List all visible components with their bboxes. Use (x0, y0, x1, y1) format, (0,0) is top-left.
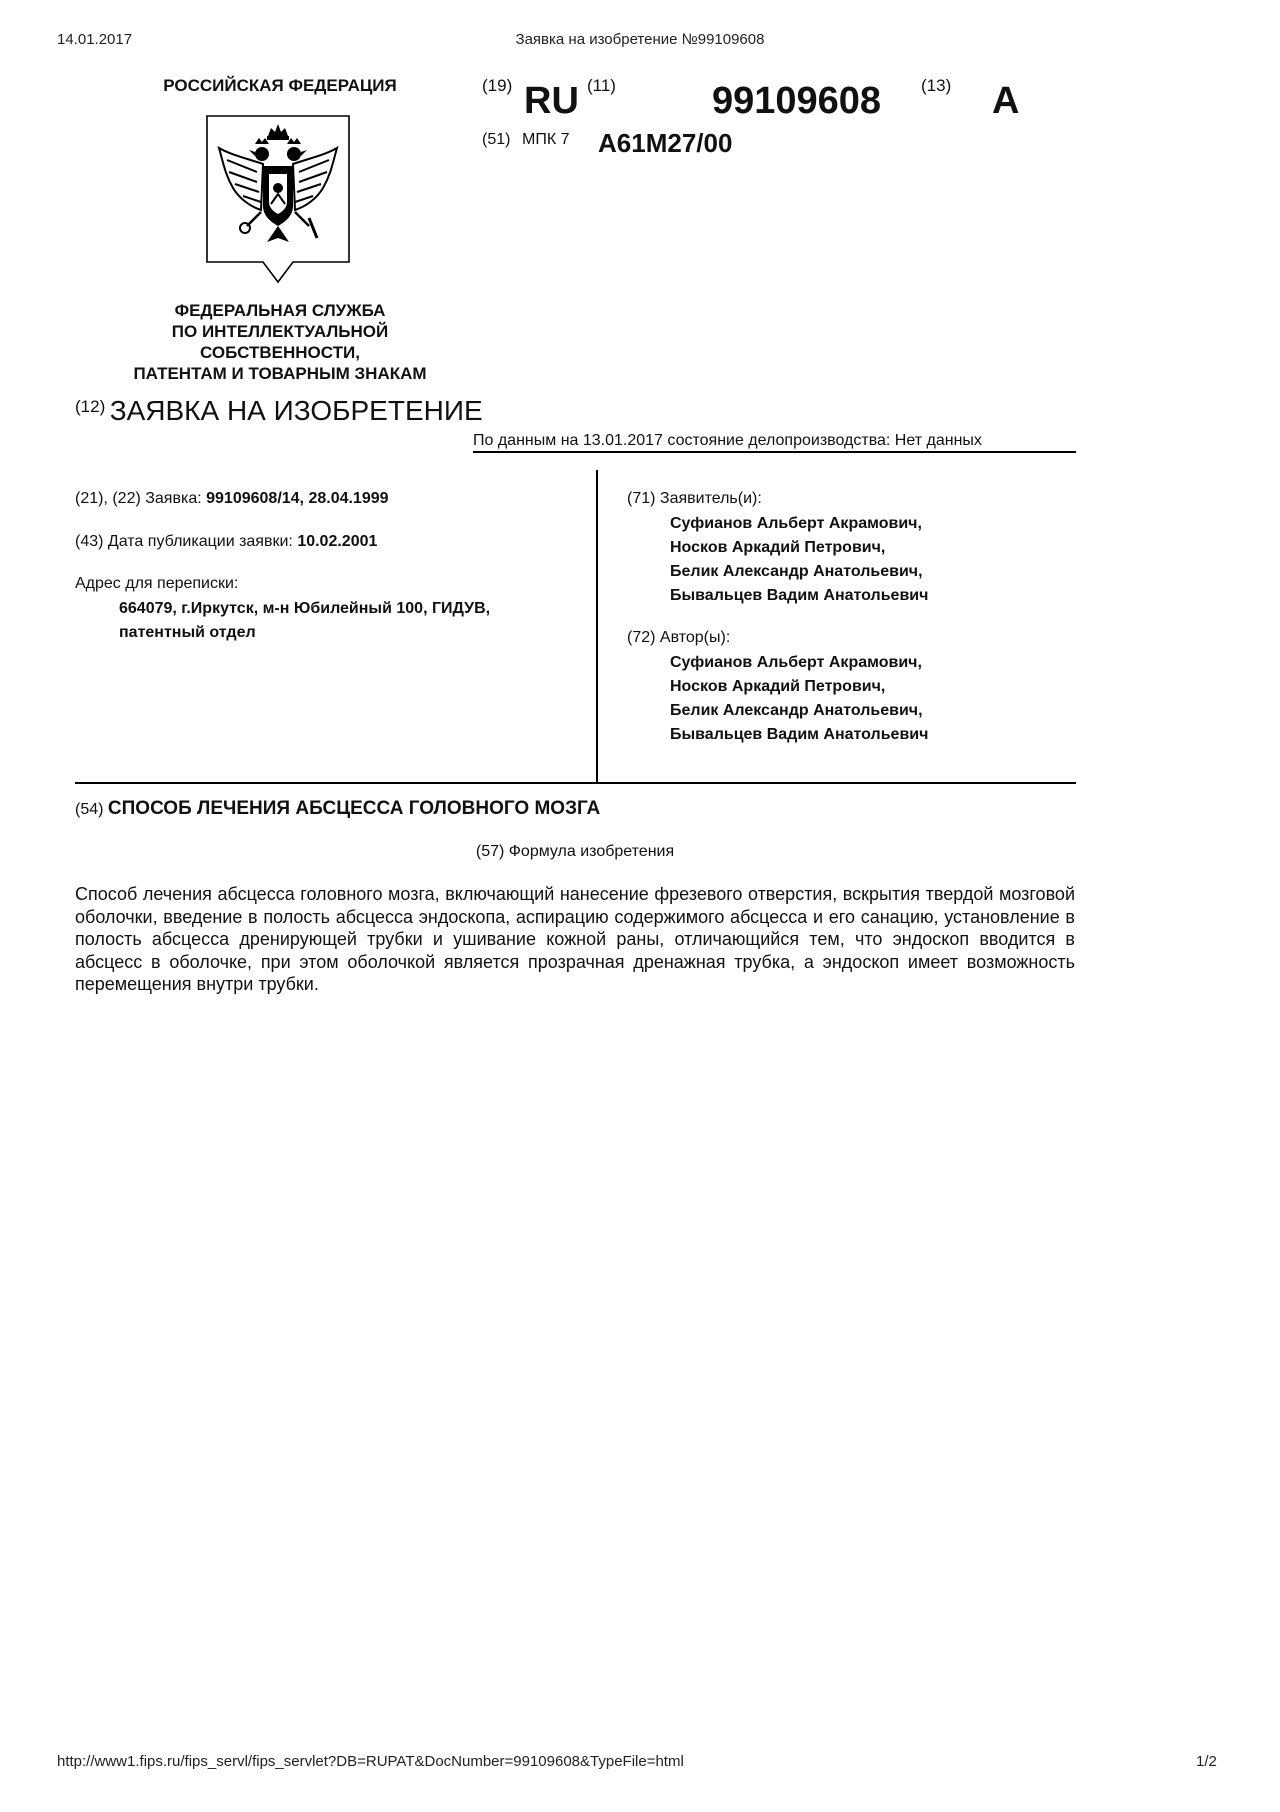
print-title: Заявка на изобретение №99109608 (515, 31, 765, 48)
invention-title (75, 798, 600, 820)
bottom-rule (75, 782, 1076, 784)
page-number: 1/2 (1196, 1753, 1217, 1770)
publication-value: 10.02.2001 (297, 533, 378, 550)
applicant-name: Носков Аркадий Петрович, (670, 539, 886, 556)
address-line: 664079, г.Иркутск, м-н Юбилейный 100, ГИДУВ, (119, 600, 491, 617)
document-type-label: ЗАЯВКА НА ИЗОБРЕТЕНИЕ (109, 395, 483, 426)
applicant-name: Белик Александр Анатольевич, (670, 563, 923, 580)
status-line: По данным на 13.01.2017 состояние делопроизводства: Нет данных (473, 432, 982, 449)
ipc-value: A61M27/00 (598, 128, 733, 158)
agency-line: ПО ИНТЕЛЛЕКТУАЛЬНОЙ (171, 322, 389, 341)
country-name: РОССИЙСКАЯ ФЕДЕРАЦИЯ (163, 76, 397, 95)
applicant-name: Суфианов Альберт Акрамович, (670, 515, 922, 532)
agency-name (100, 300, 460, 384)
applicant-name: Бывальцев Вадим Анатольевич (670, 587, 929, 604)
application-label: (21), (22) Заявка: (75, 490, 202, 507)
emblem (205, 114, 351, 286)
code-11: (11) (587, 76, 616, 95)
applicants-list (670, 512, 928, 608)
agency-line: ФЕДЕРАЛЬНАЯ СЛУЖБА (174, 301, 386, 320)
code-13: (13) (921, 76, 952, 95)
document-type (75, 395, 483, 427)
address-line: патентный отдел (119, 624, 256, 641)
invention-title-code: (54) (75, 801, 104, 818)
application-row (75, 490, 389, 508)
code-19: (19) (482, 76, 513, 95)
country-code: RU (524, 80, 579, 122)
print-date: 14.01.2017 (57, 31, 133, 48)
address-value (119, 597, 490, 645)
applicants-label: (71) Заявитель(и): (627, 490, 762, 507)
author-name: Суфианов Альберт Акрамович, (670, 654, 922, 671)
kind-code: A (992, 80, 1020, 122)
agency-line: ПАТЕНТАМ И ТОВАРНЫМ ЗНАКАМ (133, 364, 427, 383)
code-51: (51) (482, 131, 511, 148)
authors-list (670, 651, 928, 747)
claims-heading: (57) Формула изобретения (475, 843, 675, 860)
author-name: Носков Аркадий Петрович, (670, 678, 886, 695)
publication-row (75, 533, 377, 551)
column-divider (596, 470, 598, 782)
claims-text: Способ лечения абсцесса головного мозга, включающий нанесение фрезевого отверстия, вскрытия твердой мозговой оболочки, введение в полость абсцесса эндоскопа, аспирацию содержимого абсцесса и его санацию, установление в полость абсцесса дренирующей трубки и ушивание кожной раны, отличающийся тем, что эндоскоп вводится в абсцесс в оболочке, при этом оболочкой является прозрачная дренажная трубка, а эндоскоп имеет возможность перемещения внутри трубки. (75, 884, 1075, 994)
publication-number: 99109608 (712, 80, 882, 122)
author-name: Белик Александр Анатольевич, (670, 702, 923, 719)
top-rule (473, 451, 1076, 453)
ipc-label: МПК 7 (522, 131, 570, 148)
document-type-code: (12) (75, 397, 106, 416)
page-url: http://www1.fips.ru/fips_servl/fips_servlet?DB=RUPAT&DocNumber=99109608&TypeFile=html (57, 1753, 684, 1770)
invention-title-text: СПОСОБ ЛЕЧЕНИЯ АБСЦЕССА ГОЛОВНОГО МОЗГА (107, 798, 601, 819)
russian-coat-of-arms-icon (205, 114, 351, 286)
application-value: 99109608/14, 28.04.1999 (206, 490, 389, 507)
author-name: Бывальцев Вадим Анатольевич (670, 726, 929, 743)
publication-label: (43) Дата публикации заявки: (75, 533, 293, 550)
agency-line: СОБСТВЕННОСТИ, (200, 343, 360, 362)
authors-label: (72) Автор(ы): (627, 629, 731, 646)
address-label: Адрес для переписки: (75, 575, 239, 592)
